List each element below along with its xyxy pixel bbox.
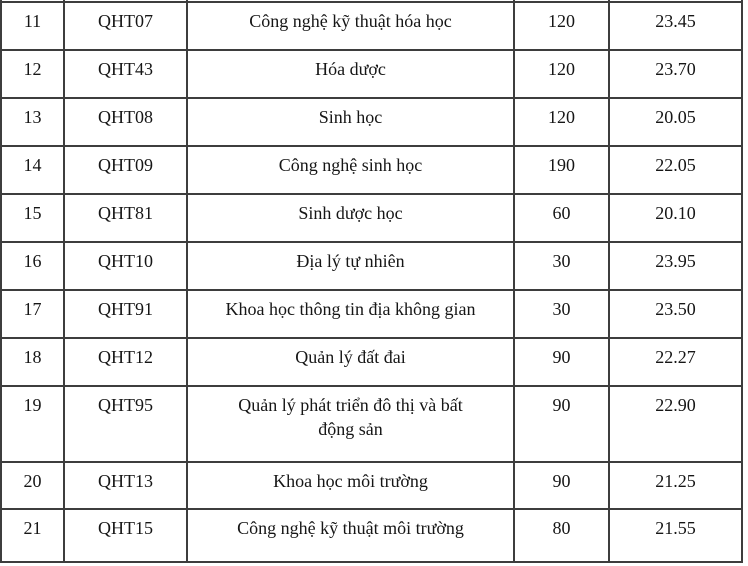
cell-name: Khoa học thông tin địa không gian (187, 290, 514, 338)
table-row (1, 50, 742, 98)
cell-code: QHT09 (64, 146, 187, 194)
cell-code: QHT07 (64, 2, 187, 50)
cell-score: 21.55 (609, 509, 742, 562)
cell-quota: 80 (514, 509, 609, 562)
cell-name: Công nghệ sinh học (187, 146, 514, 194)
cell-name: Công nghệ kỹ thuật môi trường (187, 509, 514, 562)
cell-stt: 18 (1, 338, 64, 386)
cell-code: QHT10 (64, 242, 187, 290)
cell-code: QHT15 (64, 509, 187, 562)
cell-quota: 90 (514, 462, 609, 509)
cell-stt: 15 (1, 194, 64, 242)
cell-stt: 21 (1, 509, 64, 562)
cell-quota: 120 (514, 2, 609, 50)
cell-code: QHT13 (64, 462, 187, 509)
cell-quota: 90 (514, 386, 609, 462)
cell-score: 21.25 (609, 462, 742, 509)
cell-quota: 190 (514, 146, 609, 194)
cell-code: QHT08 (64, 98, 187, 146)
cell-code: QHT12 (64, 338, 187, 386)
cell-name: Sinh học (187, 98, 514, 146)
cell-name: Hóa dược (187, 50, 514, 98)
cell-quota: 60 (514, 194, 609, 242)
cell-code: QHT43 (64, 50, 187, 98)
cell-stt: 19 (1, 386, 64, 462)
cell-name: Quản lý đất đai (187, 338, 514, 386)
cell-stt: 20 (1, 462, 64, 509)
table-row (1, 386, 742, 462)
cell-code: QHT81 (64, 194, 187, 242)
cell-quota: 30 (514, 290, 609, 338)
cell-stt: 14 (1, 146, 64, 194)
cell-stt: 13 (1, 98, 64, 146)
cell-score: 20.10 (609, 194, 742, 242)
cell-name: Công nghệ kỹ thuật hóa học (187, 2, 514, 50)
table-row (1, 2, 742, 50)
table-row (1, 338, 742, 386)
table-row (1, 98, 742, 146)
cell-score: 23.70 (609, 50, 742, 98)
table-row (1, 509, 742, 562)
table-row (1, 462, 742, 509)
cell-name: Địa lý tự nhiên (187, 242, 514, 290)
cell-score: 22.90 (609, 386, 742, 462)
cell-quota: 120 (514, 98, 609, 146)
table-row (1, 146, 742, 194)
cell-name: Quản lý phát triển đô thị và bất động sản (187, 386, 514, 462)
cell-stt: 11 (1, 2, 64, 50)
cell-quota: 30 (514, 242, 609, 290)
cell-score: 23.95 (609, 242, 742, 290)
cell-name: Sinh dược học (187, 194, 514, 242)
table-row (1, 290, 742, 338)
cell-score: 22.27 (609, 338, 742, 386)
cell-name: Khoa học môi trường (187, 462, 514, 509)
cell-code: QHT95 (64, 386, 187, 462)
cell-score: 20.05 (609, 98, 742, 146)
table-row (1, 194, 742, 242)
cell-score: 23.50 (609, 290, 742, 338)
cell-quota: 120 (514, 50, 609, 98)
cell-quota: 90 (514, 338, 609, 386)
table-row (1, 242, 742, 290)
cell-score: 22.05 (609, 146, 742, 194)
cell-stt: 16 (1, 242, 64, 290)
cell-stt: 17 (1, 290, 64, 338)
cell-score: 23.45 (609, 2, 742, 50)
cell-stt: 12 (1, 50, 64, 98)
cell-code: QHT91 (64, 290, 187, 338)
